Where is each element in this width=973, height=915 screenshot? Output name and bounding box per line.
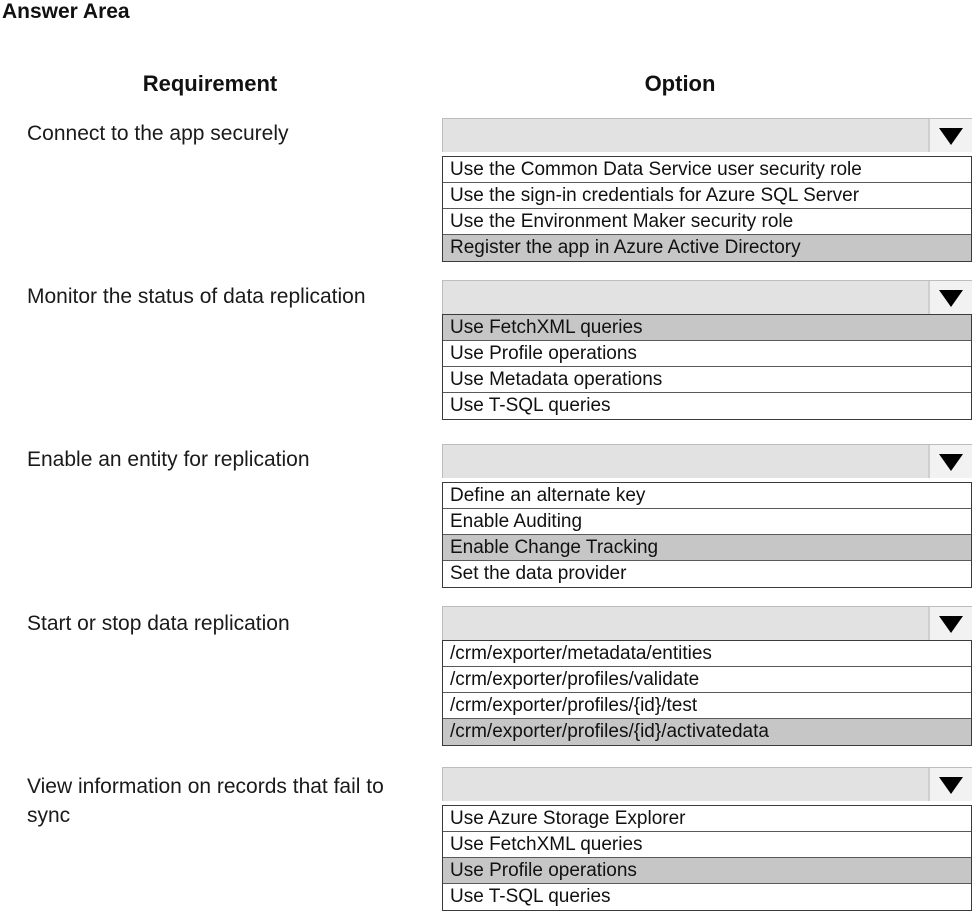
option-item[interactable]: Define an alternate key: [443, 483, 971, 509]
requirement-label: Start or stop data replication: [27, 612, 290, 635]
option-item[interactable]: Use Profile operations: [443, 341, 971, 367]
option-item[interactable]: Enable Change Tracking: [443, 535, 971, 561]
option-list: [442, 805, 972, 911]
chevron-down-icon: [939, 454, 963, 471]
option-dropdown[interactable]: [442, 280, 972, 314]
option-item[interactable]: Use FetchXML queries: [443, 315, 971, 341]
option-dropdown[interactable]: [442, 444, 972, 478]
chevron-down-icon: [939, 128, 963, 145]
dropdown-toggle[interactable]: [928, 768, 972, 801]
option-dropdown[interactable]: [442, 118, 972, 152]
option-item[interactable]: Use Azure Storage Explorer: [443, 806, 971, 832]
dropdown-toggle[interactable]: [928, 445, 972, 478]
option-item[interactable]: Use FetchXML queries: [443, 832, 971, 858]
option-list: [442, 156, 972, 262]
option-item[interactable]: Use Metadata operations: [443, 367, 971, 393]
option-item[interactable]: /crm/exporter/profiles/{id}/activatedata: [443, 719, 971, 745]
requirement-label: View information on records that fail to sync: [27, 775, 384, 827]
answer-area-title: Answer Area: [2, 0, 130, 23]
option-item[interactable]: Use T-SQL queries: [450, 886, 611, 907]
option-list: [442, 482, 972, 588]
option-dropdown[interactable]: [442, 767, 972, 801]
dropdown-toggle[interactable]: [928, 607, 972, 640]
requirement-label: Enable an entity for replication: [27, 448, 310, 471]
option-item[interactable]: Register the app in Azure Active Directory: [443, 235, 971, 261]
option-item[interactable]: Use the sign-in credentials for Azure SQL Server: [443, 183, 971, 209]
chevron-down-icon: [939, 616, 963, 633]
dropdown-toggle[interactable]: [928, 281, 972, 314]
option-header: Option: [644, 71, 716, 96]
option-list: [442, 314, 972, 420]
option-dropdown[interactable]: [442, 606, 972, 640]
option-list: [442, 640, 972, 746]
option-item[interactable]: Enable Auditing: [443, 509, 971, 535]
chevron-down-icon: [939, 777, 963, 794]
dropdown-toggle[interactable]: [928, 119, 972, 152]
option-item[interactable]: /crm/exporter/profiles/{id}/test: [443, 693, 971, 719]
option-item[interactable]: Set the data provider: [450, 563, 627, 584]
option-item[interactable]: Use the Common Data Service user security role: [443, 157, 971, 183]
option-item[interactable]: Use Profile operations: [443, 858, 971, 884]
option-item[interactable]: Use T-SQL queries: [450, 395, 611, 416]
requirement-label: Monitor the status of data replication: [27, 285, 366, 308]
requirement-header: Requirement: [142, 71, 278, 96]
option-item[interactable]: /crm/exporter/metadata/entities: [443, 641, 971, 667]
option-item[interactable]: /crm/exporter/profiles/validate: [443, 667, 971, 693]
requirement-label: Connect to the app securely: [27, 122, 289, 145]
option-item[interactable]: Use the Environment Maker security role: [443, 209, 971, 235]
chevron-down-icon: [939, 290, 963, 307]
